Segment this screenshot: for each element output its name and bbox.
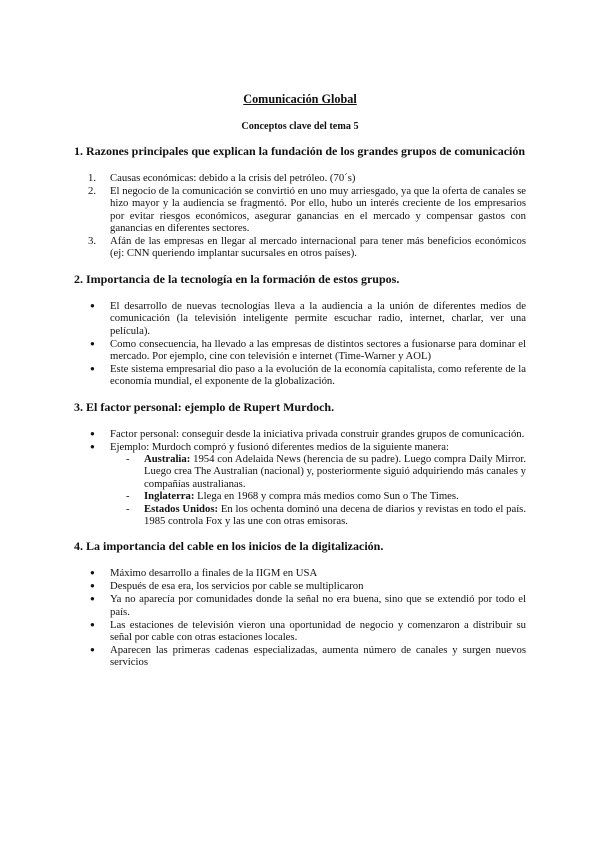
sub-list-item <box>110 490 526 502</box>
list-number: 1. <box>88 172 97 184</box>
list-item-text: Las estaciones de televisión vieron una oportunidad de negocio y comenzaron a distribuir su señal por cable con otras estaciones locales. <box>110 618 526 643</box>
list-item-text: Este sistema empresarial dio paso a la evolución de la economía capitalista, como referente de la economía mundial, el exponente de la globalización. <box>110 362 526 388</box>
list-item <box>74 644 526 669</box>
list-item <box>74 338 526 363</box>
bullet-icon: ● <box>90 338 95 348</box>
country-label: Australia: <box>144 453 191 465</box>
bullet-icon: ● <box>90 441 95 451</box>
list-number: 2. <box>88 184 97 197</box>
bullet-list <box>74 428 526 528</box>
dash-marker: - <box>126 490 130 503</box>
list-item-text: Como consecuencia, ha llevado a las empresas de distintos sectores a fusionarse para dominar el mercado. Por ejemplo, cine con televisión e internet (Time-Warner y AOL) <box>110 337 526 362</box>
list-item <box>74 593 526 618</box>
sub-list <box>110 453 526 527</box>
list-item <box>74 567 526 579</box>
list-item <box>74 363 526 388</box>
list-item-text: Afán de las empresas en llegar al mercado internacional para tener más beneficios económicos (ej: CNN queriendo implantar sucursales en otros países). <box>110 235 526 260</box>
list-item-text: El negocio de la comunicación se convirtió en uno muy arriesgado, ya que la oferta de canales se hizo mayor y la audiencia se fragmentó. Por ello, hubo un interés creciente de los empresarios por evitar riesgos económicos, asegurar ganancias en el mercado y compensar gastos con ganancias en diferentes sectores. <box>110 184 526 235</box>
bullet-list <box>74 567 526 668</box>
list-item-text: Después de esa era, los servicios por cable se multiplicaron <box>110 580 364 593</box>
list-item-text: Ya no aparecía por comunidades donde la señal no era buena, sino que se extendió por todo el país. <box>110 593 526 618</box>
list-number: 3. <box>88 235 97 248</box>
list-item-text: Máximo desarrollo a finales de la IIGM en USA <box>110 567 318 580</box>
section-heading-1: 1. Razones principales que explican la fundación de los grandes grupos de comunicación <box>74 144 526 158</box>
list-item <box>74 441 526 528</box>
sub-list-item <box>110 503 526 528</box>
list-item-text: Aparecen las primeras cadenas especializadas, aumenta número de canales y surgen nuevos servicios <box>110 643 526 669</box>
list-item <box>74 580 526 592</box>
list-item <box>74 300 526 337</box>
list-item <box>74 172 526 184</box>
list-item <box>74 235 526 260</box>
sub-list-item <box>110 453 526 490</box>
bullet-list <box>74 300 526 388</box>
bullet-icon: ● <box>90 619 95 629</box>
bullet-icon: ● <box>90 568 95 578</box>
bullet-icon: ● <box>90 644 95 654</box>
bullet-icon: ● <box>90 363 95 373</box>
dash-marker: - <box>126 502 130 515</box>
bullet-icon: ● <box>90 428 95 438</box>
bullet-icon: ● <box>90 300 95 310</box>
sub-item-text: Llega en 1968 y compra más medios como Sun o The Times. <box>194 490 459 503</box>
list-item-text: El desarrollo de nuevas tecnologías lleva a la audiencia a la unión de diferentes medios de comunicación (la televisión inteligente permite escuchar radio, internet, charlar, ver una película). <box>110 299 526 337</box>
bullet-icon: ● <box>90 581 95 591</box>
document-subtitle: Conceptos clave del tema 5 <box>241 121 359 132</box>
section-heading-4: 4. La importancia del cable en los inicios de la digitalización. <box>74 539 384 554</box>
document-title: Comunicación Global <box>243 92 357 106</box>
sub-item-text: 1954 con Adelaida News (herencia de su padre). Luego compra Daily Mirror. Luego crea The Australian (nacional) y, posteriormente siguió adquiriendo más canales y compañías australianas. <box>144 453 526 490</box>
list-item <box>74 185 526 235</box>
sub-item-text: En los ochenta dominó una decena de diarios y revistas en todo el país. 1985 controla Fox y las une con otras emisoras. <box>144 502 526 528</box>
list-item-text: Causas económicas: debido a la crisis del petróleo. (70´s) <box>110 172 356 184</box>
section-heading-2: 2. Importancia de la tecnología en la formación de estos grupos. <box>74 271 400 286</box>
list-item <box>74 619 526 644</box>
dash-marker: - <box>126 453 130 465</box>
list-item-text: Factor personal: conseguir desde la iniciativa privada construir grandes grupos de comunicación. <box>110 427 525 440</box>
list-item-text: Ejemplo: Murdoch compró y fusionó diferentes medios de la siguiente manera: <box>110 440 449 453</box>
list-item <box>74 428 526 440</box>
country-label: Estados Unidos: <box>144 502 219 515</box>
section-heading-3: 3. El factor personal: ejemplo de Rupert Murdoch. <box>74 399 335 414</box>
country-label: Inglaterra: <box>144 490 195 503</box>
numbered-list <box>74 172 526 260</box>
bullet-icon: ● <box>90 594 95 604</box>
